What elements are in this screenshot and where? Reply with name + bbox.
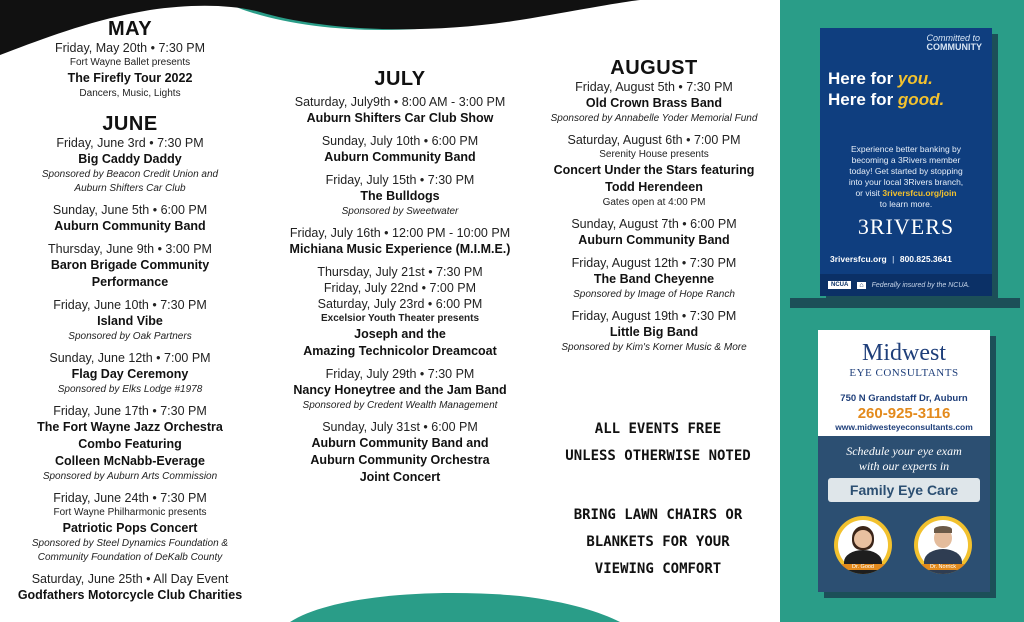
event-title: Auburn Community Orchestra	[310, 453, 490, 467]
event-date: Sunday, July 31st • 6:00 PM	[322, 420, 478, 434]
event-date: Friday, June 17th • 7:30 PM	[53, 404, 207, 418]
body-line: to learn more.	[879, 199, 933, 209]
notice-line: BRING LAWN CHAIRS OR	[573, 507, 743, 523]
tagline-line: with our experts in	[858, 459, 950, 473]
badge-line: Committed to	[926, 33, 981, 43]
event-date: Thursday, June 9th • 3:00 PM	[48, 242, 212, 256]
may-june-column	[10, 18, 250, 604]
event-sponsor: Community Foundation of DeKalb County	[37, 552, 223, 563]
lawn-chairs-notice	[548, 502, 768, 583]
body-line: today! Get started by stopping	[849, 166, 963, 176]
event-title: Flag Day Ceremony	[71, 367, 189, 381]
midwest-eye-ad[interactable]	[818, 330, 990, 592]
event-title: The Bulldogs	[360, 189, 440, 203]
event-title: Auburn Community Band and	[311, 436, 489, 450]
promo-tagline	[818, 444, 990, 474]
event-date: Friday, July 22nd • 7:00 PM	[323, 281, 477, 295]
event-title: Little Big Band	[609, 325, 699, 339]
body-line: becoming a 3Rivers member	[851, 155, 961, 165]
event-sponsor: Sponsored by Annabelle Yoder Memorial Fund	[550, 113, 758, 124]
doctor-name: Dr. Good	[834, 564, 892, 570]
event-sponsor: Sponsored by Image of Hope Ranch	[573, 289, 735, 300]
event-title: Auburn Community Band	[578, 233, 730, 247]
event-date: Thursday, July 21st • 7:30 PM	[317, 265, 483, 279]
logo-subtitle: EYE CONSULTANTS	[849, 367, 959, 379]
event-title: Old Crown Brass Band	[585, 96, 723, 110]
headline-emphasis: you.	[897, 69, 933, 88]
event-date: Friday, July 15th • 7:30 PM	[325, 173, 475, 187]
midwest-promo	[818, 436, 990, 592]
notice-line: ALL EVENTS FREE	[594, 421, 722, 437]
event-date: Friday, June 3rd • 7:30 PM	[56, 136, 204, 150]
event-presenter: Fort Wayne Ballet presents	[69, 57, 191, 68]
headline-text: Here for	[828, 90, 898, 109]
event-title: Joint Concert	[359, 470, 441, 484]
event-title: Colleen McNabb-Everage	[54, 454, 206, 468]
ad-contact	[830, 254, 952, 264]
midwest-contact	[818, 393, 990, 433]
doctor-photo-2	[914, 516, 972, 574]
tagline-line: Schedule your eye exam	[846, 444, 962, 458]
event-date: Friday, July 16th • 12:00 PM - 10:00 PM	[289, 226, 511, 240]
event-sponsor: Sponsored by Auburn Arts Commission	[42, 471, 218, 482]
event-title: Godfathers Motorcycle Club Charities	[17, 588, 243, 602]
event-date: Sunday, August 7th • 6:00 PM	[571, 217, 737, 231]
body-line: Experience better banking by	[850, 144, 962, 154]
committed-badge	[927, 34, 983, 52]
badge-line: COMMUNITY	[926, 42, 982, 52]
event-sponsor: Sponsored by Credent Wealth Management	[302, 400, 498, 411]
address: 750 N Grandstaff Dr, Auburn	[840, 393, 968, 404]
event-date: Saturday, July9th • 8:00 AM - 3:00 PM	[294, 95, 506, 109]
phone-number: 800.825.3641	[899, 254, 952, 264]
month-heading-may: MAY	[107, 18, 153, 40]
event-title: Baron Brigade Community	[50, 258, 210, 272]
event-title: The Fort Wayne Jazz Orchestra	[37, 420, 223, 434]
doctor-name: Dr. Norrick	[914, 564, 972, 570]
month-heading-june: JUNE	[102, 113, 158, 135]
event-title: Auburn Shifters Car Club Show	[306, 111, 494, 125]
midwest-logo	[818, 340, 990, 380]
event-note: Gates open at 4:00 PM	[602, 197, 706, 208]
event-sponsor: Sponsored by Sweetwater	[341, 206, 459, 217]
event-title: Joseph and the	[354, 327, 446, 341]
event-title: Todd Herendeen	[605, 180, 703, 194]
event-sponsor: Sponsored by Elks Lodge #1978	[57, 384, 203, 395]
event-date: Friday, July 29th • 7:30 PM	[325, 367, 475, 381]
event-date: Sunday, June 5th • 6:00 PM	[52, 203, 208, 217]
event-date: Friday, August 19th • 7:30 PM	[571, 309, 737, 323]
body-line: or visit	[855, 188, 883, 198]
insured-text: Federally insured by the NCUA.	[871, 281, 971, 289]
logo-text: 3RIVERS	[857, 214, 955, 239]
event-date: Sunday, June 12th • 7:00 PM	[49, 351, 211, 365]
doctor-photo-1	[834, 516, 892, 574]
event-title: Amazing Technicolor Dreamcoat	[303, 344, 497, 358]
event-sponsor: Sponsored by Oak Partners	[68, 331, 192, 342]
august-column	[540, 57, 768, 355]
ad-body	[820, 144, 992, 210]
website-link[interactable]: www.midwesteyeconsultants.com	[835, 422, 973, 432]
headline-emphasis: good.	[897, 90, 945, 109]
event-sponsor: Auburn Shifters Car Club	[74, 183, 186, 194]
event-title: Nancy Honeytree and the Jam Band	[293, 383, 507, 397]
notice-line: VIEWING COMFORT	[594, 561, 722, 577]
website-link[interactable]: 3riversfcu.org	[830, 254, 887, 264]
free-events-notice	[548, 416, 768, 470]
event-note: Dancers, Music, Lights	[79, 88, 181, 99]
event-title: Michiana Music Experience (M.I.M.E.)	[289, 242, 511, 256]
event-date: Saturday, August 6th • 7:00 PM	[567, 133, 741, 147]
month-heading-july: JULY	[374, 68, 426, 90]
event-date: Friday, August 12th • 7:30 PM	[571, 256, 737, 270]
event-date: Friday, June 10th • 7:30 PM	[53, 298, 207, 312]
event-title: Auburn Community Band	[54, 219, 206, 233]
family-eye-care-banner	[828, 478, 980, 502]
event-date: Sunday, July 10th • 6:00 PM	[321, 134, 479, 148]
event-sponsor: Sponsored by Kim's Korner Music & More	[561, 342, 747, 353]
event-title: The Firefly Tour 2022	[67, 71, 193, 85]
event-presenter: Serenity House presents	[599, 149, 709, 160]
event-date: Saturday, July 23rd • 6:00 PM	[317, 297, 483, 311]
ncua-logo: NCUA	[828, 281, 851, 289]
ad-headline	[828, 68, 944, 110]
headline-text: Here for	[828, 69, 898, 88]
event-sponsor: Sponsored by Steel Dynamics Foundation &	[31, 538, 229, 549]
event-title: Island Vibe	[97, 314, 163, 328]
body-line: into your local 3Rivers branch,	[848, 177, 964, 187]
event-title: The Band Cheyenne	[593, 272, 715, 286]
event-presenter: Fort Wayne Philharmonic presents	[53, 507, 207, 518]
ad-footer	[820, 274, 992, 296]
event-title: Patriotic Pops Concert	[62, 521, 198, 535]
event-title: Combo Featuring	[78, 437, 182, 451]
event-presenter: Excelsior Youth Theater presents	[320, 313, 480, 324]
event-title: Performance	[91, 275, 169, 289]
event-date: Friday, August 5th • 7:30 PM	[575, 80, 733, 94]
event-date: Friday, June 24th • 7:30 PM	[53, 491, 207, 505]
month-heading-august: AUGUST	[610, 57, 698, 79]
3rivers-ad[interactable]	[820, 28, 992, 296]
event-title: Concert Under the Stars featuring	[553, 163, 755, 177]
notice-line: UNLESS OTHERWISE NOTED	[565, 448, 751, 464]
banner-text: Family Eye Care	[849, 482, 959, 498]
event-date: Friday, May 20th • 7:30 PM	[54, 41, 206, 55]
join-link[interactable]: 3riversfcu.org/join	[882, 188, 957, 198]
event-title: Auburn Community Band	[324, 150, 476, 164]
separator: |	[892, 254, 895, 264]
event-date: Saturday, June 25th • All Day Event	[31, 572, 229, 586]
equal-housing-icon: ⌂	[859, 281, 864, 289]
event-sponsor: Sponsored by Beacon Credit Union and	[41, 169, 219, 180]
event-title: Big Caddy Daddy	[78, 152, 182, 166]
3rivers-logo	[820, 214, 992, 240]
phone-number: 260-925-3116	[857, 405, 951, 422]
notice-line: BLANKETS FOR YOUR	[586, 534, 730, 550]
logo-name: Midwest	[862, 340, 946, 366]
july-column	[282, 68, 518, 486]
